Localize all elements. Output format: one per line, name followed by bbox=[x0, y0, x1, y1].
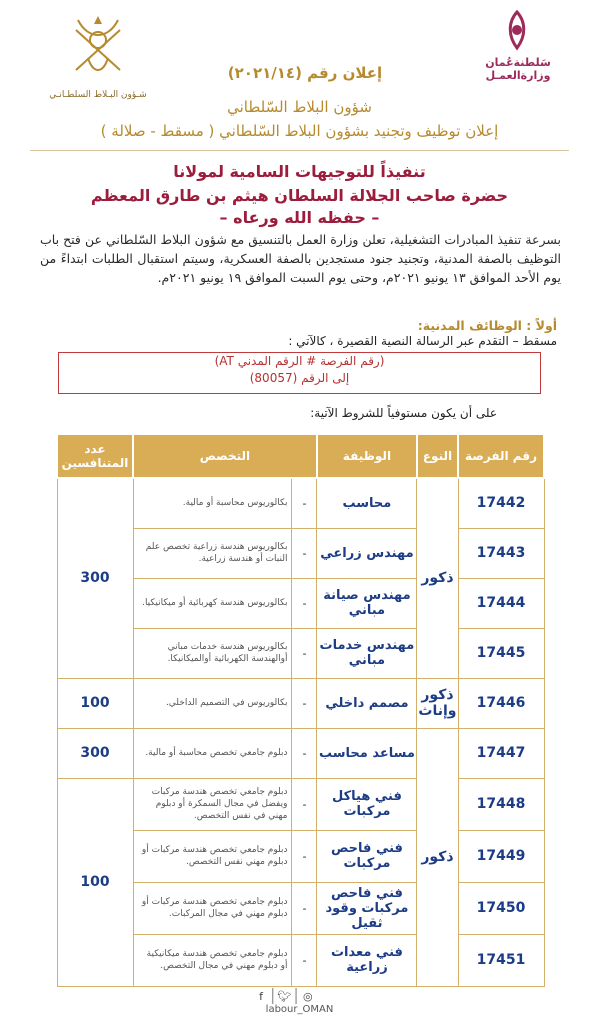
opportunity-id: 17446 bbox=[458, 678, 544, 728]
table-row bbox=[57, 478, 544, 528]
job-title: محاسب bbox=[317, 478, 417, 528]
dash: - bbox=[292, 778, 317, 830]
specialization: بكالوريوس محاسبة أو مالية. bbox=[133, 478, 292, 528]
specialization: دبلوم جامعي تخصص محاسبة أو مالية. bbox=[133, 728, 292, 778]
jobs-table bbox=[56, 433, 545, 987]
opportunity-id: 17445 bbox=[458, 628, 544, 678]
social-icons: f | 🐦︎ | ◎ bbox=[252, 985, 350, 1003]
conditions-note: على أن يكون مستوفياً للشروط الآتية: bbox=[310, 406, 497, 420]
competitors-count: 300 bbox=[57, 728, 133, 778]
instagram-icon[interactable]: ◎ bbox=[302, 990, 313, 1003]
emblem-caption: شـؤون البـلاط السلطـانـي bbox=[49, 90, 147, 100]
dash: - bbox=[292, 882, 317, 934]
specialization: دبلوم جامعي تخصص هندسة مركبات أو دبلوم مهني نفس التخصص. bbox=[133, 830, 292, 882]
header-gender: النوع bbox=[417, 434, 458, 478]
gender-cell: ذكور bbox=[417, 728, 458, 986]
opportunity-id: 17443 bbox=[458, 528, 544, 578]
sms-instruction-box bbox=[58, 352, 541, 394]
table-header-row bbox=[57, 434, 544, 478]
civil-section-heading: أولاً : الوظائف المدنية: bbox=[417, 318, 557, 333]
table-row bbox=[57, 728, 544, 778]
header-job: الوظيفة bbox=[317, 434, 417, 478]
dash: - bbox=[292, 628, 317, 678]
divider bbox=[30, 150, 569, 151]
royal-court-emblem bbox=[58, 10, 138, 86]
announcement-title: إعلان توظيف وتجنيد بشؤون البلاط السّلطاني ( مسقط - صلالة ) bbox=[100, 122, 499, 140]
table-row bbox=[57, 678, 544, 728]
dash: - bbox=[292, 830, 317, 882]
job-title: مهندس زراعي bbox=[317, 528, 417, 578]
ministry-name-2: وزارةالعمـل bbox=[485, 69, 551, 82]
affairs-line: شؤون البلاط السّلطاني bbox=[227, 98, 372, 116]
specialization: بكالوريوس هندسة خدمات مباني أوالهندسة الكهربائية أوالميكانيكا. bbox=[133, 628, 292, 678]
opportunity-id: 17442 bbox=[458, 478, 544, 528]
specialization: بكالوريوس هندسة زراعية تخصص علم النبات أو هندسة زراعية. bbox=[133, 528, 292, 578]
table-row bbox=[57, 778, 544, 830]
specialization: بكالوريوس هندسة كهربائية أو ميكانيكيا. bbox=[133, 578, 292, 628]
gender-cell: ذكور bbox=[417, 478, 458, 678]
competitors-count: 100 bbox=[57, 778, 133, 986]
civil-section-subline: مسقط – التقدم عبر الرسالة النصية القصيرة ، كالآتي : bbox=[288, 334, 557, 348]
opportunity-id: 17444 bbox=[458, 578, 544, 628]
job-title: فني معدات زراعية bbox=[317, 934, 417, 986]
specialization: بكالوريوس في التصميم الداخلي. bbox=[133, 678, 292, 728]
opportunity-id: 17449 bbox=[458, 830, 544, 882]
job-title: فني فاحص مركبات وقود ثقيل bbox=[317, 882, 417, 934]
specialization: دبلوم جامعي تخصص هندسة مركبات ويفضل في مجال السمكرة أو دبلوم مهني في نفس التخصص. bbox=[133, 778, 292, 830]
specialization: دبلوم جامعي تخصص هندسة ميكانيكية أو دبلوم مهني في مجال التخصص. bbox=[133, 934, 292, 986]
opportunity-id: 17448 bbox=[458, 778, 544, 830]
competitors-count: 100 bbox=[57, 678, 133, 728]
job-title: مهندس صيانة مباني bbox=[317, 578, 417, 628]
competitors-count: 300 bbox=[57, 478, 133, 678]
sms-number: إلى الرقم (80057) bbox=[249, 371, 350, 385]
dash: - bbox=[292, 678, 317, 728]
header-count: عدد المتنافسين bbox=[57, 434, 133, 478]
header-id: رقم الفرصة bbox=[458, 434, 544, 478]
dash: - bbox=[292, 478, 317, 528]
dash: - bbox=[292, 934, 317, 986]
dash: - bbox=[292, 528, 317, 578]
intro-paragraph: بسرعة تنفيذ المبادرات التشغيلية، تعلن وزارة العمل بالتنسيق مع شؤون البلاط السّلطاني عن فتح باب التوظيف بالصفة المدنية، وتجنيد جنود مستجدين بالصفة العسكرية، وسيتم استقبال الطلبات ابتداءً من يوم الأحد الموافق ١٣ يونيو ٢٠٢١م، وحتى يوم السبت الموافق ١٩ يونيو ٢٠٢١م. bbox=[40, 232, 561, 285]
dash: - bbox=[292, 578, 317, 628]
ministry-name bbox=[468, 56, 568, 82]
opportunity-id: 17447 bbox=[458, 728, 544, 778]
intro-line-1: تنفيذاً للتوجيهات السامية لمولانا bbox=[173, 162, 426, 181]
opportunity-id: 17451 bbox=[458, 934, 544, 986]
social-handle[interactable]: labour_OMAN bbox=[265, 1004, 334, 1015]
opportunity-id: 17450 bbox=[458, 882, 544, 934]
header-spec: التخصص bbox=[133, 434, 317, 478]
sms-format: (رقم الفرصة # الرقم المدني AT) bbox=[214, 354, 385, 368]
dash: - bbox=[292, 728, 317, 778]
facebook-icon[interactable]: f bbox=[259, 990, 263, 1003]
job-title: فني فاحص مركبات bbox=[317, 830, 417, 882]
announcement-number: إعلان رقم (٢٠٢١/١٤) bbox=[227, 64, 383, 82]
specialization: دبلوم جامعي تخصص هندسة مركبات أو دبلوم مهني في مجال المركبات. bbox=[133, 882, 292, 934]
job-title: مصمم داخلي bbox=[317, 678, 417, 728]
job-title: مساعد محاسب bbox=[317, 728, 417, 778]
intro-line-2: حضرة صاحب الجلالة السلطان هيثم بن طارق المعظم bbox=[90, 186, 509, 205]
job-title: مهندس خدمات مباني bbox=[317, 628, 417, 678]
intro-line-3: – حفظه الله ورعاه – bbox=[219, 208, 380, 227]
job-title: فني هياكل مركبات bbox=[317, 778, 417, 830]
gender-cell: ذكور وإناث bbox=[417, 678, 458, 728]
ministry-name-1: سَلطنةعُمان bbox=[485, 56, 551, 69]
ministry-logo bbox=[496, 8, 538, 54]
twitter-icon[interactable]: 🐦︎ bbox=[277, 990, 292, 1003]
